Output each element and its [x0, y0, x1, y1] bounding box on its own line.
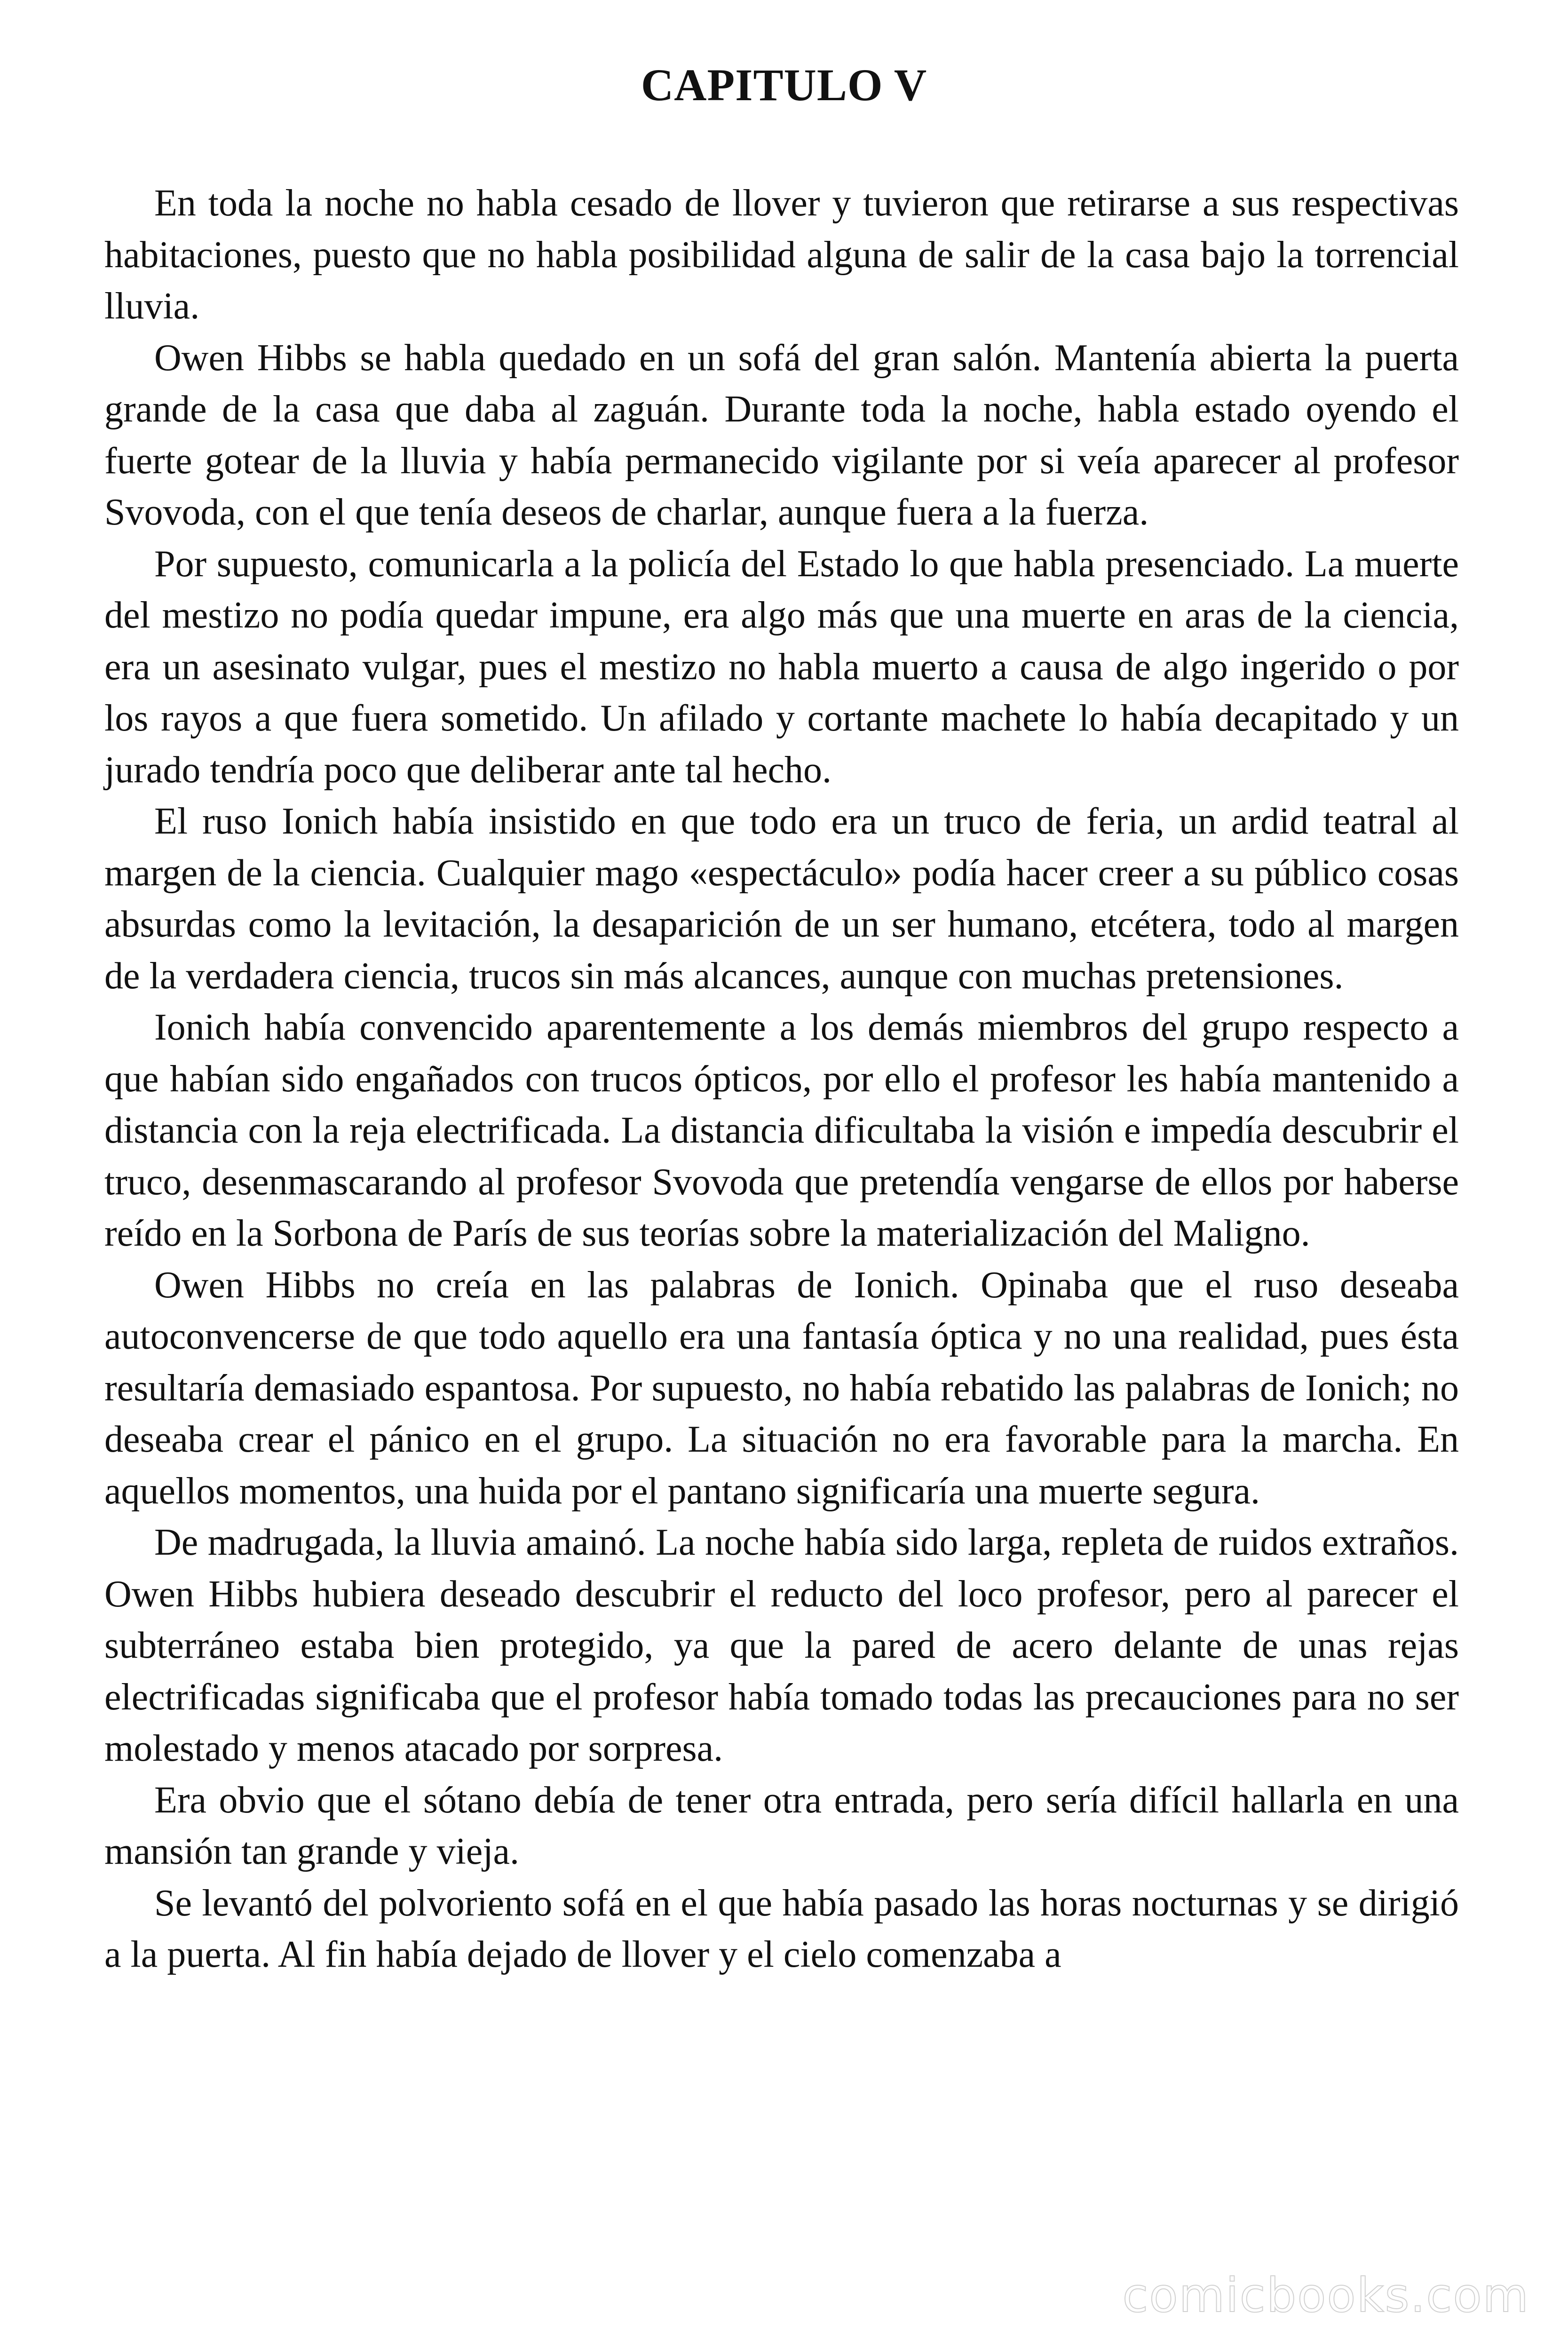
paragraph: Era obvio que el sótano debía de tener otra entrada, pero sería difícil hallarla en una mansión tan grande y vieja. — [104, 1779, 1459, 1872]
watermark-logo: comicbooks.com — [1122, 2268, 1529, 2323]
paragraph: El ruso Ionich había insistido en que todo era un truco de feria, un ardid teatral al margen de la ciencia. Cualquier mago «espectáculo» podía hacer creer a su público cosas absurdas como la levitación, la desaparición de un ser humano, etcétera, todo al margen de la verdadera ciencia, trucos sin más alcances, aunque con muchas pretensiones. — [104, 801, 1459, 997]
paragraph: Owen Hibbs no creía en las palabras de Ionich. Opinaba que el ruso deseaba autoconvencerse de que todo aquello era una fantasía óptica y no una realidad, pues ésta resultaría demasiado espantosa. Por supuesto, no había rebatido las palabras de Ionich; no deseaba crear el pánico en el grupo. La situación no era favorable para la marcha. En aquellos momentos, una huida por el pantano significaría una muerte segura. — [104, 1264, 1459, 1512]
paragraph: Owen Hibbs se habla quedado en un sofá del gran salón. Mantenía abierta la puerta grande de la casa que daba al zaguán. Durante toda la noche, habla estado oyendo el fuerte gotear de la lluvia y había permanecido vigilante por si veía aparecer al profesor Svovoda, con el que tenía deseos de charlar, aunque fuera a la fuerza. — [104, 337, 1459, 533]
paragraph: En toda la noche no habla cesado de llover y tuvieron que retirarse a sus respectivas habitaciones, puesto que no habla posibilidad alguna de salir de la casa bajo la torrencial lluvia. — [104, 183, 1459, 327]
body-text — [104, 178, 1459, 1981]
paragraph: De madrugada, la lluvia amainó. La noche había sido larga, repleta de ruidos extraños. Owen Hibbs hubiera deseado descubrir el reducto del loco profesor, pero al parecer el subterráneo estaba bien protegido, ya que la pared de acero delante de unas rejas electrificadas significaba que el profesor había tomado todas las precauciones para no ser molestado y menos atacado por sorpresa. — [104, 1522, 1459, 1769]
paragraph: Ionich había convencido aparentemente a los demás miembros del grupo respecto a que habían sido engañados con trucos ópticos, por ello el profesor les había mantenido a distancia con la reja electrificada. La distancia dificultaba la visión e impedía descubrir el truco, desenmascarando al profesor Svovoda que pretendía vengarse de ellos por haberse reído en la Sorbona de París de sus teorías sobre la materialización del Maligno. — [104, 1007, 1459, 1254]
paragraph: Se levantó del polvoriento sofá en el que había pasado las horas nocturnas y se dirigió a la puerta. Al fin había dejado de llover y el cielo comenzaba a — [104, 1882, 1459, 1975]
paragraph: Por supuesto, comunicarla a la policía del Estado lo que habla presenciado. La muerte del mestizo no podía quedar impune, era algo más que una muerte en aras de la ciencia, era un asesinato vulgar, pues el mestizo no habla muerto a causa de algo ingerido o por los rayos a que fuera sometido. Un afilado y cortante machete lo había decapitado y un jurado tendría poco que deliberar ante tal hecho. — [104, 543, 1459, 791]
chapter-title: CAPITULO V — [641, 60, 927, 110]
